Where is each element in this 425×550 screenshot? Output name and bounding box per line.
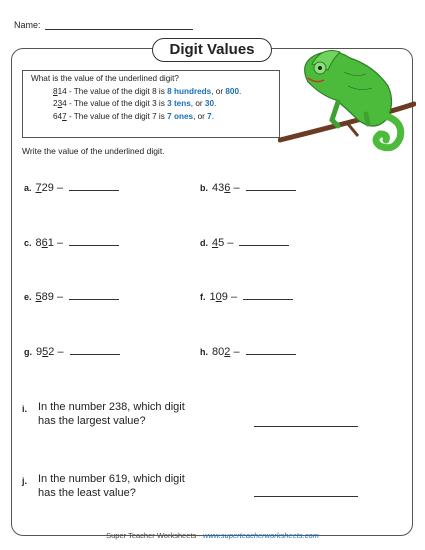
- answer-line[interactable]: [239, 235, 289, 246]
- answer-line[interactable]: [246, 180, 296, 191]
- chameleon-illustration: [278, 42, 416, 160]
- answer-line[interactable]: [246, 344, 296, 355]
- problem-j: j. In the number 619, which digit has the least value?: [22, 473, 185, 499]
- problem-i: i. In the number 238, which digit has the largest value?: [22, 401, 185, 427]
- problem-d: d. 45 –: [200, 235, 289, 249]
- example-question: What is the value of the underlined digit?: [31, 74, 179, 83]
- example-line: 234 - The value of the digit 3 is 3 tens, or 30.: [53, 99, 217, 108]
- example-line: 814 - The value of the digit 8 is 8 hundreds, or 800.: [53, 86, 242, 96]
- example-box: [22, 70, 280, 138]
- answer-line[interactable]: [69, 235, 119, 246]
- example-line: 647 - The value of the digit 7 is 7 ones, or 7.: [53, 111, 215, 121]
- name-line[interactable]: [45, 20, 193, 30]
- problem-b: b. 436 –: [200, 180, 296, 194]
- answer-line-i[interactable]: [254, 426, 358, 427]
- footer-link[interactable]: www.superteacherworksheets.com: [202, 531, 319, 540]
- footer: [0, 531, 425, 540]
- problem-e: e. 589 –: [24, 289, 119, 303]
- name-label: Name:: [14, 20, 41, 30]
- problem-c: c. 861 –: [24, 235, 119, 249]
- problem-g: g. 952 –: [24, 344, 120, 358]
- answer-line[interactable]: [70, 344, 120, 355]
- page-title: Digit Values: [152, 38, 272, 62]
- instruction-text: Write the value of the underlined digit.: [22, 146, 165, 156]
- problem-f: f. 109 –: [200, 289, 293, 303]
- footer-text: Super Teacher Worksheets -: [106, 531, 203, 540]
- problem-a: a. 729 –: [24, 180, 119, 194]
- answer-line[interactable]: [243, 289, 293, 300]
- problem-h: h. 802 –: [200, 344, 296, 358]
- name-field: [14, 20, 193, 30]
- answer-line-j[interactable]: [254, 496, 358, 497]
- answer-line[interactable]: [69, 289, 119, 300]
- answer-line[interactable]: [69, 180, 119, 191]
